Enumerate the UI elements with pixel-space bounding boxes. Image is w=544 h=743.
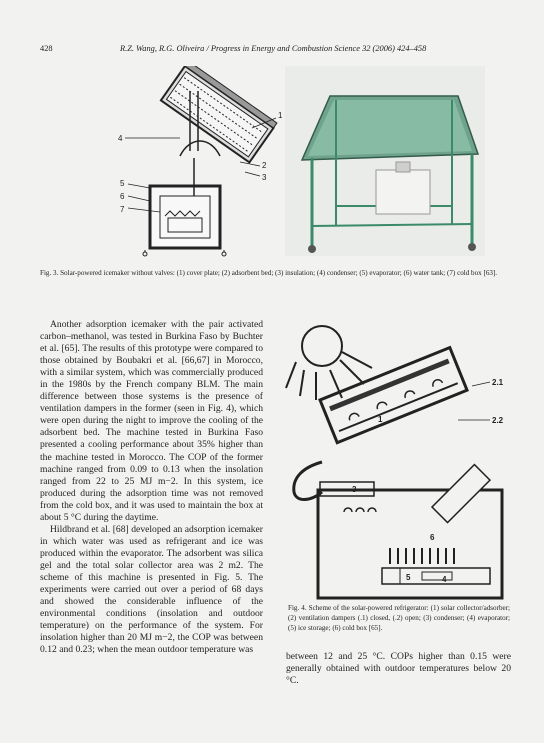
figure-4-caption: Fig. 4. Scheme of the solar-powered refrigerator: (1) solar collector/adsorber; (2) ventilation dampers (.1) closed, (.2) open; (3) condenser; (4) evaporator; (5) ice storage; (6) cold box [65]. — [288, 604, 510, 632]
figure-4-label-4: 4 — [442, 575, 447, 584]
figure-4-label-5: 5 — [406, 573, 411, 582]
figure-4-label-6: 6 — [430, 533, 435, 542]
figure-3-label-5: 5 — [120, 179, 125, 188]
figure-3-label-6: 6 — [120, 192, 125, 201]
figure-3-drawing — [125, 66, 277, 256]
figure-3-label-3: 3 — [262, 173, 267, 182]
figure-4-label-2-2: 2.2 — [492, 416, 504, 425]
page-header — [40, 44, 504, 56]
figure-3-label-7: 7 — [120, 205, 125, 214]
page-number: 428 — [40, 44, 53, 53]
figure-3-label-2: 2 — [262, 161, 267, 170]
figure-3-label-4: 4 — [118, 134, 123, 143]
left-column — [40, 319, 263, 656]
figure-3-caption: Fig. 3. Solar-powered icemaker without valves: (1) cover plate; (2) adsorbent bed; (3) insulation; (4) condenser; (5) evaporator; (6) water tank; (7) cold box [63]. — [40, 269, 498, 277]
figure-4-graphics — [282, 312, 512, 602]
figure-4-label-2-1: 2.1 — [492, 378, 504, 387]
paragraph-1: Another adsorption icemaker with the pair activated carbon–methanol, was tested in Burkina Faso by Buchter et al. [65]. The results of this prototype were compared to those obtained by Boubakri et al. [66,67] in Morocco, with a similar system, which was commercially produced in the 1980s by the French company BLM. The main difference between those systems is the presence of ventilation dampers in the former (seen in Fig. 4), which were open during the night to improve the cooling of the adsorbent bed. The machine tested in Burkina Faso presented a cooling performance about 35% higher than the machine tested in Morocco. The COP of the former machine ranged from 0.09 to 0.13 when the insolation ranged from 22 to 25 MJ m−2. In this system, ice produced during the adsorption time was not removed from the cold box, and it was used to maintain the box at about 5 °C during the daytime. — [40, 319, 263, 523]
figure-3 — [40, 66, 508, 266]
paragraph-3: between 12 and 25 °C. COPs higher than 0.15 were generally obtained with outdoor temperatures below 20 °C. — [286, 651, 511, 687]
figure-3-photo — [285, 66, 485, 256]
paragraph-2: Hildbrand et al. [68] developed an adsorption icemaker in which water was used as refrigerant and ice was produced within the evaporator. The adsorbent was silica gel and the total solar collector area was 2 m2. The scheme of this machine is presented in Fig. 5. The experiments were carried out over a period of 68 days and showed the considerable influence of the environmental conditions (insolation and outdoor temperature) on the performance of the system. For insolation higher than 20 MJ m−2, the COP was between 0.12 and 0.23; when the mean outdoor temperature was — [40, 523, 263, 656]
right-column — [286, 651, 511, 687]
figure-3-graphics — [40, 66, 508, 266]
figure-4 — [282, 312, 512, 602]
running-head: R.Z. Wang, R.G. Oliveira / Progress in Energy and Combustion Science 32 (2006) 424–458 — [120, 44, 427, 53]
figure-4-label-3: 3 — [352, 485, 357, 494]
figure-4-label-1: 1 — [378, 415, 383, 424]
sun-icon — [302, 326, 342, 366]
figure-3-label-1: 1 — [278, 111, 283, 120]
